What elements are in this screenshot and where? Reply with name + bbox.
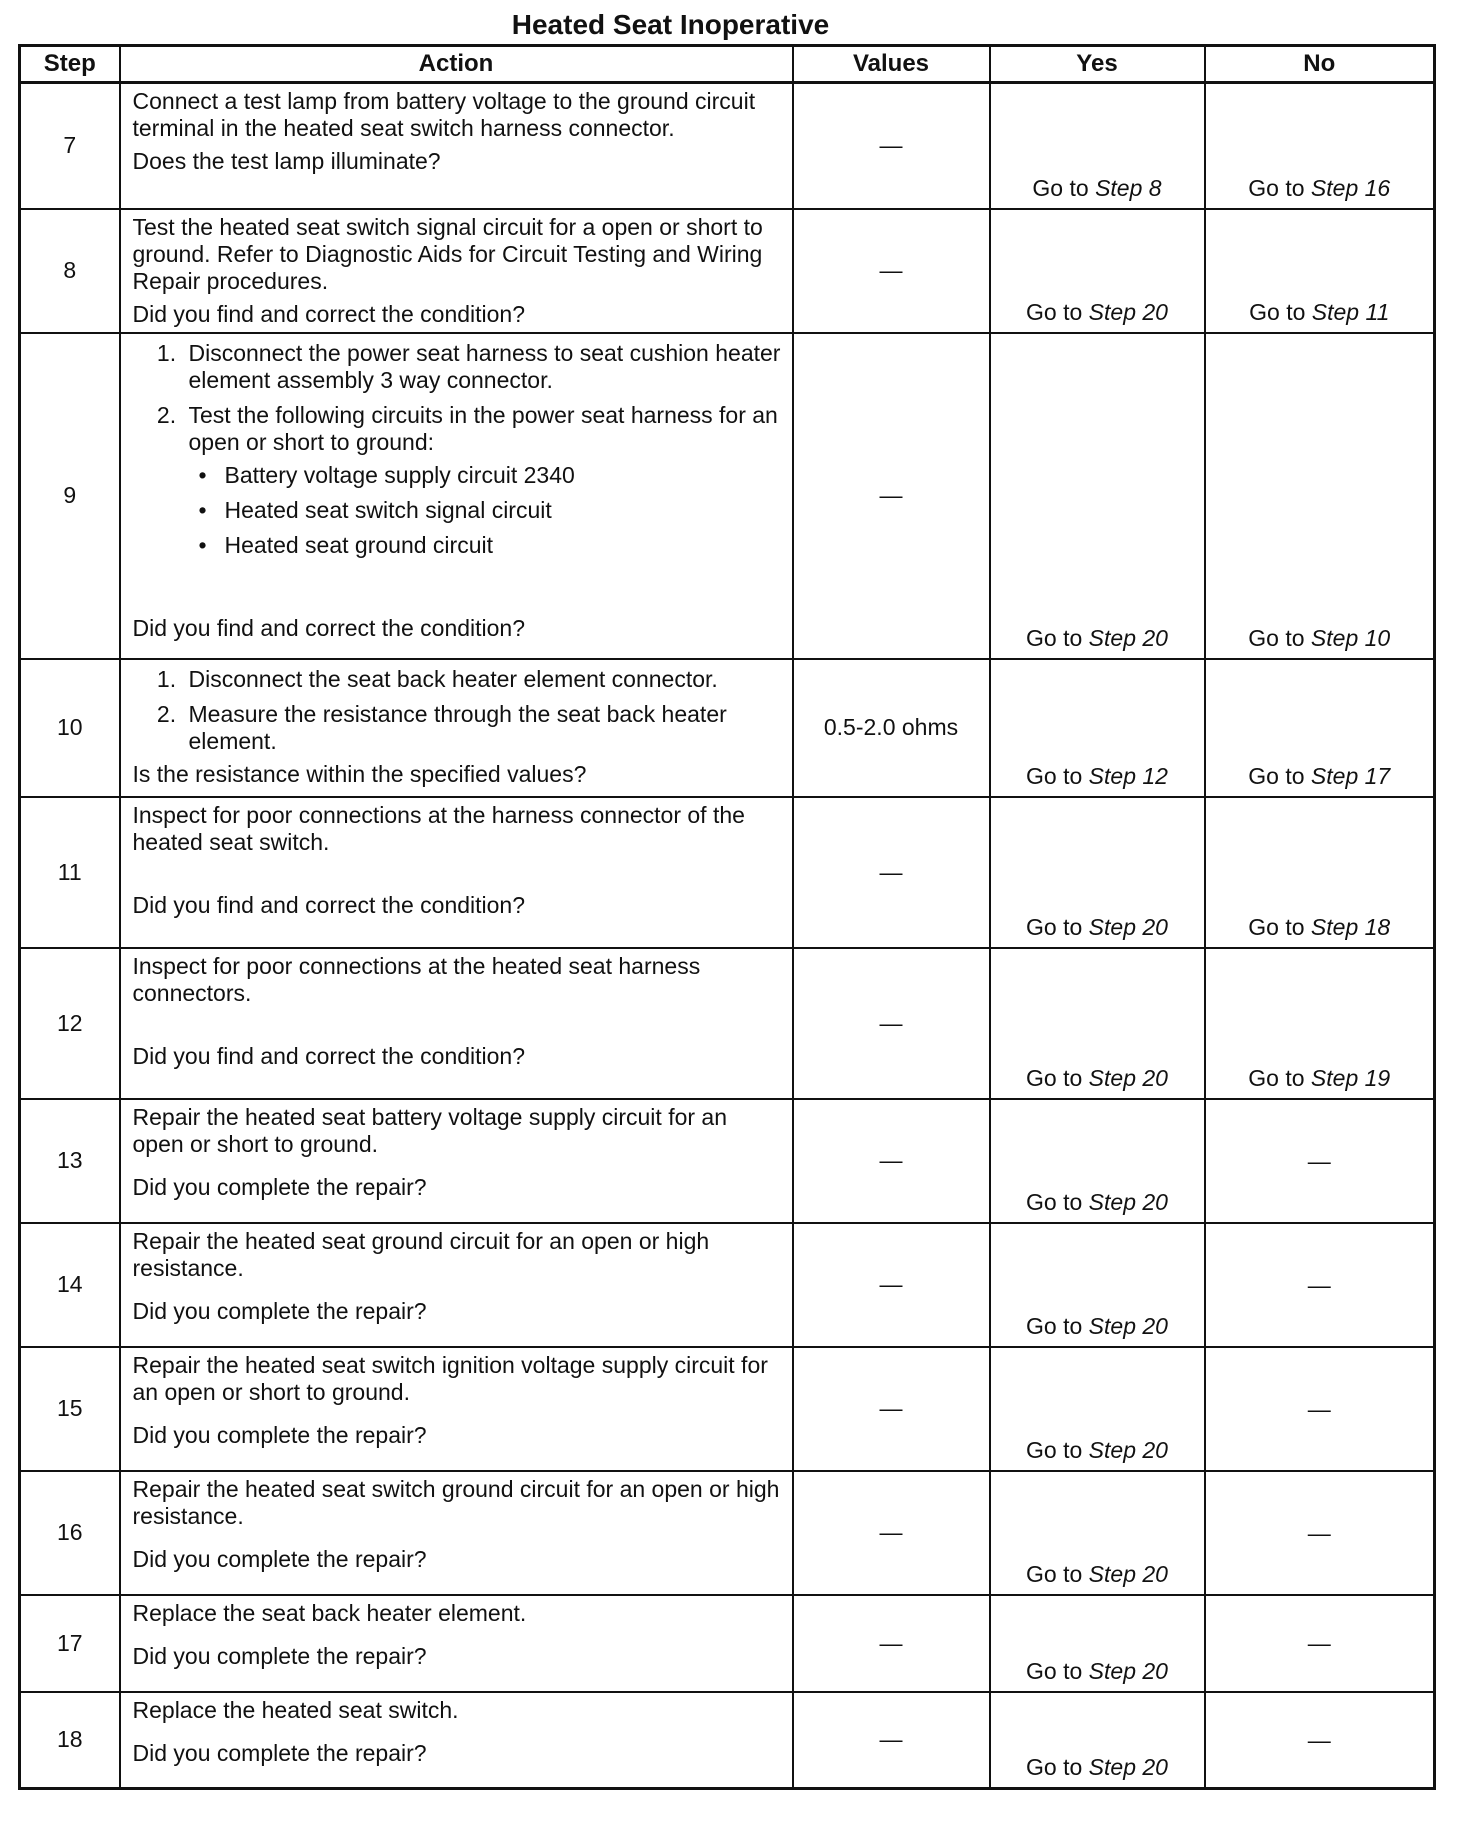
yes-step-ref: Step 20: [1088, 1754, 1168, 1780]
action-cell: [120, 83, 793, 209]
go-to-label: Go to: [1032, 174, 1089, 201]
action-cell: [120, 1692, 793, 1789]
action-text: Test the heated seat switch signal circuit for a open or short to ground. Refer to Diagnostic Aids for Circuit Testing and Wiring Repair procedures.: [132, 213, 763, 294]
header-values: Values: [793, 46, 990, 83]
action-question: Did you find and correct the condition?: [132, 891, 526, 918]
header-action: Action: [120, 46, 793, 83]
values-cell: —: [793, 209, 990, 333]
bullet-item: • Heated seat ground circuit: [219, 532, 782, 559]
go-to-label: Go to: [1026, 1188, 1083, 1215]
no-step-ref: Step 19: [1310, 1064, 1391, 1091]
table-row: [20, 1595, 1435, 1692]
go-to-label: Go to: [1026, 1754, 1083, 1780]
go-to-label: Go to: [1248, 1064, 1305, 1091]
header-no: No: [1205, 46, 1435, 83]
page-title: Heated Seat Inoperative: [511, 9, 830, 40]
step-number: 9: [20, 333, 120, 659]
no-cell: [1205, 209, 1435, 333]
go-to-label: Go to: [1026, 624, 1083, 651]
no-cell: [1205, 659, 1435, 797]
page: [18, 6, 1433, 1790]
values-cell: —: [793, 948, 990, 1099]
action-text: Inspect for poor connections at the harness connector of the heated seat switch.: [132, 801, 745, 855]
no-cell: —: [1205, 1595, 1435, 1692]
go-to-label: Go to: [1248, 913, 1305, 940]
values-cell: —: [793, 1223, 990, 1347]
table-row: [20, 948, 1435, 1099]
table-row: [20, 1347, 1435, 1471]
yes-step-ref: Step 20: [1088, 1312, 1168, 1339]
yes-cell: [990, 333, 1205, 659]
step-number: 10: [20, 659, 120, 797]
step-number: 14: [20, 1223, 120, 1347]
no-step-ref: Step 16: [1310, 174, 1391, 201]
substep-list: [133, 340, 782, 559]
table-row: [20, 1471, 1435, 1595]
substep: 1. Disconnect the power seat harness to seat cushion heater element assembly 3 way connector.: [183, 340, 782, 394]
yes-cell: [990, 209, 1205, 333]
action-text: Repair the heated seat battery voltage supply circuit for an open or short to ground.: [132, 1103, 728, 1157]
diagnostic-table: [18, 44, 1436, 1790]
action-question: Did you find and correct the condition?: [132, 614, 526, 641]
yes-cell: [990, 797, 1205, 948]
go-to-label: Go to: [1026, 1657, 1083, 1684]
table-row: [20, 83, 1435, 209]
action-cell: [120, 1223, 793, 1347]
no-step-ref: Step 17: [1310, 762, 1391, 789]
header-step: Step: [20, 46, 120, 83]
action-cell: [120, 1595, 793, 1692]
no-step-ref: Step 10: [1310, 624, 1391, 651]
values-cell: —: [793, 1099, 990, 1223]
table-row: [20, 209, 1435, 333]
go-to-label: Go to: [1248, 174, 1305, 201]
yes-cell: [990, 659, 1205, 797]
action-cell: [120, 659, 793, 797]
yes-cell: [990, 948, 1205, 1099]
yes-step-ref: Step 20: [1088, 298, 1168, 325]
no-step-ref: Step 11: [1311, 298, 1390, 325]
go-to-label: Go to: [1026, 913, 1083, 940]
no-cell: [1205, 83, 1435, 209]
action-cell: [120, 1347, 793, 1471]
yes-step-ref: Step 12: [1088, 762, 1168, 789]
header-yes: Yes: [990, 46, 1205, 83]
action-text: Connect a test lamp from battery voltage to the ground circuit terminal in the heated seat switch harness connector.: [132, 88, 756, 141]
yes-step-ref: Step 20: [1088, 1064, 1168, 1091]
action-question: Does the test lamp illuminate?: [132, 148, 441, 174]
action-question: Did you find and correct the condition?: [132, 300, 526, 327]
no-cell: [1205, 333, 1435, 659]
bullet-item: • Battery voltage supply circuit 2340: [219, 462, 782, 489]
yes-cell: [990, 1347, 1205, 1471]
no-cell: —: [1205, 1471, 1435, 1595]
action-question: Is the resistance within the specified values?: [132, 760, 587, 787]
step-number: 16: [20, 1471, 120, 1595]
yes-step-ref: Step 20: [1088, 1560, 1168, 1587]
substep-text: Test the following circuits in the power seat harness for an open or short to ground:: [188, 401, 778, 455]
go-to-label: Go to: [1026, 1560, 1083, 1587]
action-text: Repair the heated seat switch ground circuit for an open or high resistance.: [132, 1475, 780, 1529]
action-text: Replace the heated seat switch.: [132, 1696, 459, 1723]
step-number: 8: [20, 209, 120, 333]
no-cell: —: [1205, 1223, 1435, 1347]
table-row: [20, 659, 1435, 797]
step-number: 13: [20, 1099, 120, 1223]
yes-cell: [990, 1099, 1205, 1223]
go-to-label: Go to: [1249, 298, 1306, 325]
no-cell: [1205, 797, 1435, 948]
yes-cell: [990, 1223, 1205, 1347]
action-question: Did you complete the repair?: [132, 1739, 427, 1766]
yes-cell: [990, 83, 1205, 209]
yes-step-ref: Step 20: [1088, 1657, 1168, 1684]
step-number: 15: [20, 1347, 120, 1471]
yes-step-ref: Step 20: [1088, 624, 1168, 651]
step-number: 7: [20, 83, 120, 209]
action-question: Did you complete the repair?: [132, 1545, 427, 1572]
no-cell: [1205, 948, 1435, 1099]
table-row: [20, 1692, 1435, 1789]
table-row: [20, 333, 1435, 659]
step-number: 11: [20, 797, 120, 948]
go-to-label: Go to: [1026, 298, 1083, 325]
substep-list: [133, 666, 782, 755]
action-cell: [120, 1471, 793, 1595]
yes-cell: [990, 1471, 1205, 1595]
yes-cell: [990, 1595, 1205, 1692]
action-text: Repair the heated seat ground circuit for an open or high resistance.: [132, 1227, 710, 1281]
header-row: [20, 46, 1435, 83]
step-number: 17: [20, 1595, 120, 1692]
values-cell: —: [793, 1692, 990, 1789]
action-text: Inspect for poor connections at the heated seat harness connectors.: [132, 952, 701, 1006]
no-cell: —: [1205, 1692, 1435, 1789]
go-to-label: Go to: [1026, 762, 1083, 789]
action-text: Repair the heated seat switch ignition voltage supply circuit for an open or short to ground.: [132, 1351, 768, 1405]
table-row: [20, 1099, 1435, 1223]
values-cell: —: [793, 1347, 990, 1471]
go-to-label: Go to: [1026, 1312, 1083, 1339]
values-cell: —: [793, 1471, 990, 1595]
action-question: Did you complete the repair?: [132, 1642, 427, 1669]
yes-cell: [990, 1692, 1205, 1789]
yes-step-ref: Step 20: [1088, 913, 1168, 940]
no-step-ref: Step 18: [1310, 913, 1391, 940]
table-row: [20, 797, 1435, 948]
action-cell: [120, 209, 793, 333]
action-text: Replace the seat back heater element.: [132, 1599, 527, 1626]
yes-step-ref: Step 20: [1088, 1436, 1168, 1463]
yes-step-ref: Step 20: [1088, 1188, 1168, 1215]
action-cell: [120, 1099, 793, 1223]
action-cell: [120, 333, 793, 659]
go-to-label: Go to: [1026, 1064, 1083, 1091]
table-row: [20, 1223, 1435, 1347]
step-number: 12: [20, 948, 120, 1099]
action-question: Did you complete the repair?: [132, 1421, 427, 1448]
values-cell: —: [793, 83, 990, 209]
action-question: Did you complete the repair?: [132, 1173, 427, 1200]
no-cell: —: [1205, 1347, 1435, 1471]
bullet-item: • Heated seat switch signal circuit: [219, 497, 782, 524]
substep: 2. Measure the resistance through the seat back heater element.: [183, 701, 782, 755]
substep: [183, 402, 782, 559]
substep: 1. Disconnect the seat back heater element connector.: [183, 666, 782, 693]
values-cell: —: [793, 1595, 990, 1692]
values-cell: —: [793, 333, 990, 659]
no-cell: —: [1205, 1099, 1435, 1223]
go-to-label: Go to: [1248, 624, 1305, 651]
yes-step-ref: Step 8: [1095, 174, 1162, 201]
action-cell: [120, 948, 793, 1099]
values-cell: —: [793, 797, 990, 948]
action-cell: [120, 797, 793, 948]
action-question: Did you complete the repair?: [132, 1297, 427, 1324]
action-question: Did you find and correct the condition?: [132, 1042, 526, 1069]
go-to-label: Go to: [1026, 1436, 1083, 1463]
step-number: 18: [20, 1692, 120, 1789]
go-to-label: Go to: [1248, 762, 1305, 789]
bullet-list: [189, 462, 782, 559]
values-cell: 0.5-2.0 ohms: [793, 659, 990, 797]
